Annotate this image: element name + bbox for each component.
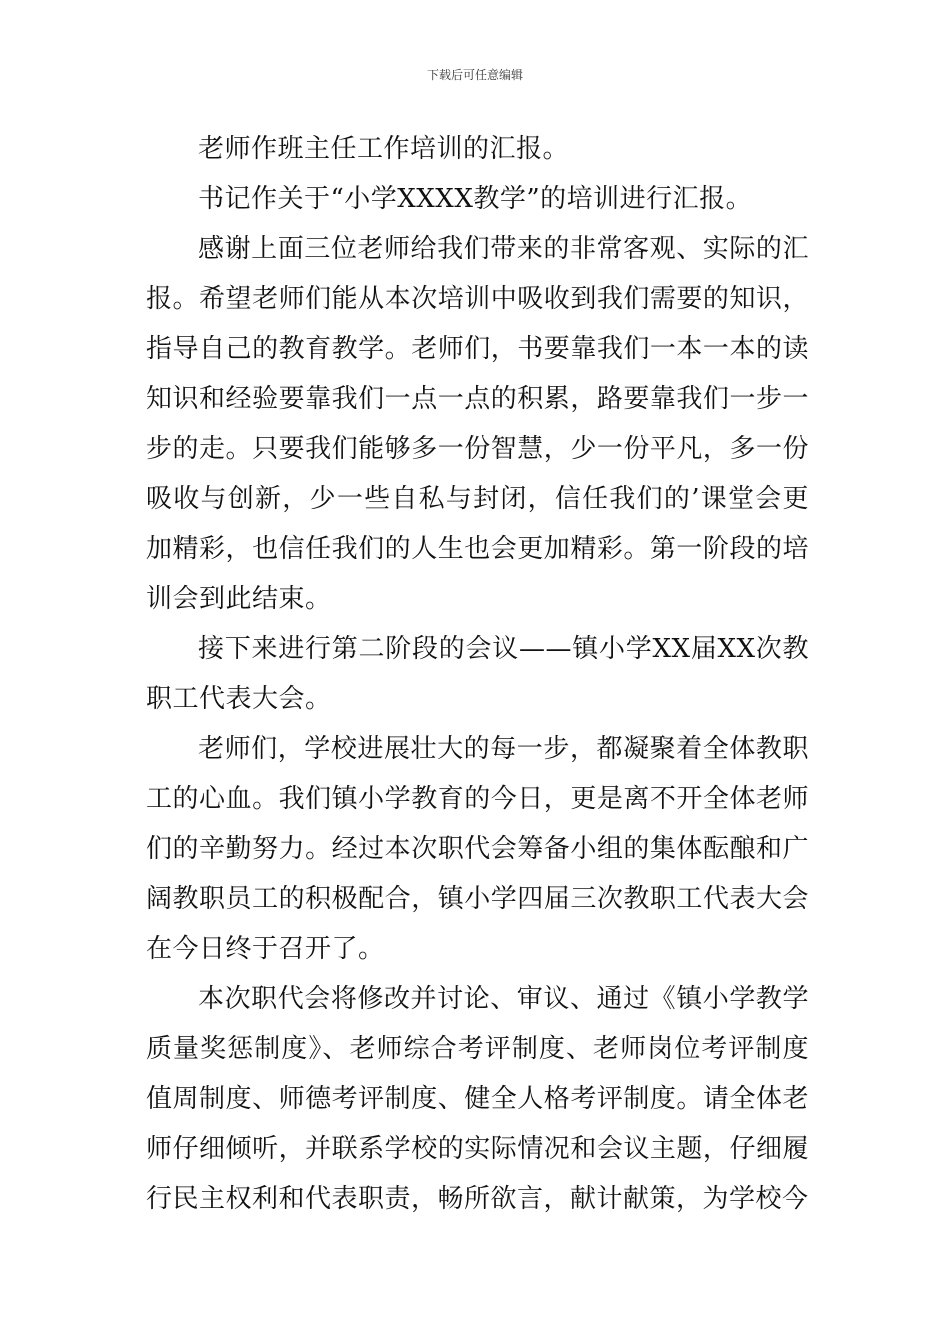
paragraph: 感谢上面三位老师给我们带来的非常客观、实际的汇报。希望老师们能从本次培训中吸收到我们需要的知识，指导自己的教育教学。老师们，书要靠我们一本一本的读知识和经验要靠我们一点一点的积累，路要靠我们一步一步的走。只要我们能够多一份智慧，少一份平凡，多一份吸收与创新，少一些自私与封闭，信任我们的’课堂会更加精彩，也信任我们的人生也会更加精彩。第一阶段的培训会到此结束。 xyxy=(146,234,809,614)
paragraph: 老师作班主任工作培训的汇报。 xyxy=(198,134,570,164)
paragraph: 书记作关于“小学XXXX教学”的培训进行汇报。 xyxy=(198,184,753,214)
paragraph: 本次职代会将修改并讨论、审议、通过《镇小学教学质量奖惩制度》、老师综合考评制度、老师岗位考评制度值周制度、师德考评制度、健全人格考评制度。请全体老师仔细倾听，并联系学校的实际情况和会议主题，仔细履行民主权利和代表职责，畅所欲言，献计献策，为学校今 xyxy=(146,984,809,1214)
document-body xyxy=(146,124,809,1224)
header-note: 下载后可任意编辑 xyxy=(426,68,523,82)
paragraph: 老师们，学校进展壮大的每一步，都凝聚着全体教职工的心血。我们镇小学教育的今日，更是离不开全体老师们的辛勤努力。经过本次职代会筹备小组的集体酝酿和广阔教职员工的积极配合，镇小学四届三次教职工代表大会在今日终于召开了。 xyxy=(146,734,809,964)
paragraph: 接下来进行第二阶段的会议——镇小学XX届XX次教职工代表大会。 xyxy=(146,634,809,714)
